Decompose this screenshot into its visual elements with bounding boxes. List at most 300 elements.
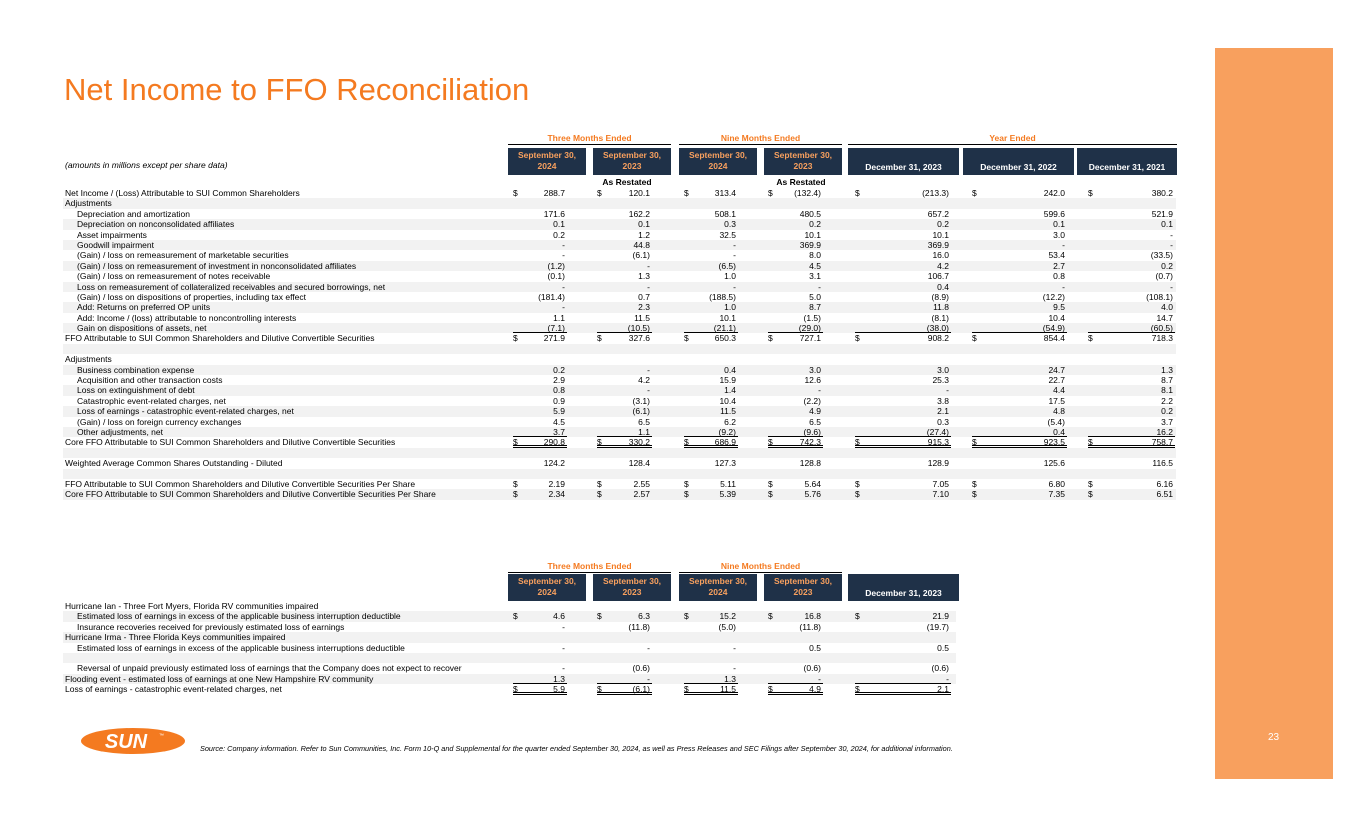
- row-label: Asset impairments: [77, 229, 147, 240]
- currency-symbol: $: [768, 489, 773, 500]
- cell-value: -: [647, 364, 650, 375]
- cell-value: 10.1: [932, 229, 949, 240]
- cell-value: (10.5): [627, 323, 650, 334]
- cell-value: 3.0: [1053, 229, 1065, 240]
- row-label: Add: Income / (loss) attributable to noncontrolling interests: [77, 312, 297, 323]
- currency-symbol: $: [597, 188, 602, 198]
- currency-symbol: $: [1088, 437, 1093, 448]
- cell-value: 0.3: [724, 219, 736, 230]
- cell-value: 7.10: [932, 489, 949, 500]
- table-row: [63, 427, 1176, 437]
- row-label: Estimated loss of earnings in excess of the applicable business interruption deductible: [77, 611, 401, 622]
- cell-value: 3.0: [809, 364, 821, 375]
- cell-value: (6.5): [718, 260, 736, 271]
- cell-value: (0.6): [931, 663, 949, 674]
- column-header-line: 2023: [793, 587, 813, 597]
- cell-value: 854.4: [1043, 333, 1065, 344]
- cell-value: 4.2: [638, 375, 650, 386]
- cell-value: 127.3: [714, 458, 736, 469]
- cell-value: 0.1: [1161, 219, 1173, 230]
- row-label: Hurricane Irma - Three Florida Keys communities impaired: [65, 632, 286, 643]
- row-label: (Gain) / loss on remeasurement of marketable securities: [77, 250, 289, 261]
- row-label: Goodwill impairment: [77, 239, 154, 250]
- cell-value: 3.1: [809, 271, 821, 282]
- currency-symbol: $: [768, 611, 773, 622]
- cell-value: (2.2): [803, 395, 821, 406]
- row-label: Adjustments: [65, 354, 112, 365]
- column-group-label: Three Months Ended: [508, 133, 671, 145]
- cell-value: 11.5: [720, 406, 736, 417]
- cell-value: 380.2: [1151, 188, 1173, 198]
- cell-value: (19.7): [926, 621, 949, 632]
- cell-value: 124.2: [543, 458, 565, 469]
- cell-value: 718.3: [1151, 333, 1173, 344]
- row-label: FFO Attributable to SUI Common Shareholders and Dilutive Convertible Securities: [65, 333, 375, 344]
- currency-symbol: $: [768, 684, 773, 695]
- cell-value: 4.2: [937, 260, 949, 271]
- table-row: [63, 479, 1176, 489]
- cell-value: 727.1: [799, 333, 821, 344]
- row-label: Reversal of unpaid previously estimated loss of earnings that the Company does not expect to recover: [77, 663, 462, 674]
- table-row: [63, 198, 1176, 208]
- cell-value: -: [647, 260, 650, 271]
- currency-symbol: $: [768, 188, 773, 198]
- cell-value: 6.2: [724, 416, 736, 427]
- cell-value: 0.9: [553, 395, 565, 406]
- column-header-line: 2024: [708, 161, 728, 171]
- cell-value: -: [562, 239, 565, 250]
- cell-value: 171.6: [543, 208, 565, 219]
- cell-value: 10.1: [719, 312, 736, 323]
- cell-value: 16.0: [932, 250, 949, 261]
- cell-value: 0.2: [553, 229, 565, 240]
- cell-value: (3.1): [632, 395, 650, 406]
- double-underline: [684, 692, 738, 695]
- cell-value: (9.6): [803, 426, 821, 437]
- cell-value: (12.2): [1042, 291, 1065, 302]
- cell-value: 4.5: [553, 416, 565, 427]
- cell-value: 7.35: [1048, 489, 1065, 500]
- row-label: FFO Attributable to SUI Common Shareholders and Dilutive Convertible Securities Per Share: [65, 478, 416, 489]
- table-row: [63, 622, 956, 632]
- column-header-line: September 30,: [688, 576, 748, 586]
- cell-value: 0.8: [1053, 271, 1065, 282]
- cell-value: 650.3: [714, 333, 736, 344]
- cell-value: (11.8): [628, 621, 650, 632]
- table-row: [63, 674, 956, 684]
- cell-value: 11.5: [634, 312, 650, 323]
- row-label: Acquisition and other transaction costs: [77, 375, 223, 386]
- cell-value: (108.1): [1146, 291, 1173, 302]
- row-label: Hurricane Ian - Three Fort Myers, Florida RV communities impaired: [65, 601, 319, 611]
- cell-value: 0.3: [937, 416, 949, 427]
- table-row: [63, 230, 1176, 240]
- table-row: [63, 653, 956, 663]
- row-label: Business combination expense: [77, 364, 195, 375]
- column-header-line: 2023: [622, 161, 642, 171]
- cell-value: -: [1170, 229, 1173, 240]
- column-header: [508, 574, 586, 601]
- cell-value: 0.5: [809, 642, 821, 653]
- row-label: Core FFO Attributable to SUI Common Shareholders and Dilutive Convertible Securities Per Share: [65, 489, 436, 500]
- logo-wordmark: SUN: [104, 731, 148, 753]
- column-header-line: September 30,: [773, 576, 833, 586]
- table-row: [63, 365, 1176, 375]
- cell-value: -: [733, 642, 736, 653]
- currency-symbol: $: [597, 333, 602, 344]
- row-label: Weighted Average Common Shares Outstanding - Diluted: [65, 458, 283, 469]
- currency-symbol: $: [684, 489, 689, 500]
- cell-value: -: [562, 281, 565, 292]
- table-row: [63, 601, 956, 611]
- column-header-line: September 30,: [602, 576, 662, 586]
- cell-value: 0.2: [937, 219, 949, 230]
- row-label: Loss on extinguishment of debt: [77, 385, 195, 396]
- cell-value: (181.4): [538, 291, 565, 302]
- cell-value: 14.7: [1156, 312, 1173, 323]
- cell-value: 128.8: [799, 458, 821, 469]
- table-row: [63, 406, 1176, 416]
- currency-symbol: $: [768, 437, 773, 448]
- cell-value: -: [818, 385, 821, 396]
- cell-value: 32.5: [719, 229, 736, 240]
- cell-value: 128.4: [628, 458, 650, 469]
- row-label: Adjustments: [65, 198, 112, 209]
- cell-value: 10.4: [719, 395, 736, 406]
- cell-value: 1.0: [724, 302, 736, 313]
- row-label: Net Income / (Loss) Attributable to SUI Common Shareholders: [65, 188, 300, 198]
- currency-symbol: $: [972, 489, 977, 500]
- cell-value: 8.7: [809, 302, 821, 313]
- currency-symbol: $: [684, 684, 689, 695]
- cell-value: 2.7: [1053, 260, 1065, 271]
- cell-value: 508.1: [714, 208, 736, 219]
- cell-value: 6.51: [1156, 489, 1173, 500]
- cell-value: 16.8: [804, 611, 821, 622]
- cell-value: (54.9): [1042, 323, 1065, 334]
- cell-value: 0.2: [1161, 406, 1173, 417]
- cell-value: (5.0): [718, 621, 736, 632]
- column-header: December 31, 2023: [848, 574, 959, 601]
- cell-value: -: [946, 385, 949, 396]
- source-footnote: Source: Company information. Refer to Sun Communities, Inc. Form 10-Q and Supplemental for the quarter ended September 30, 2024, as well as Press Releases and SEC Filings after September 30, 2024, for additional information.: [200, 744, 953, 753]
- cell-value: 369.9: [799, 239, 821, 250]
- cell-value: 2.1: [937, 406, 949, 417]
- cell-value: 0.4: [937, 281, 949, 292]
- sun-logo: [80, 727, 186, 755]
- currency-symbol: $: [855, 478, 860, 489]
- cell-value: 6.3: [638, 611, 650, 622]
- cell-value: 4.9: [809, 684, 821, 695]
- cell-value: 25.3: [932, 375, 949, 386]
- row-label: Other adjustments, net: [77, 426, 163, 437]
- currency-symbol: $: [597, 611, 602, 622]
- cell-value: (60.5): [1150, 323, 1173, 334]
- page-title: Net Income to FFO Reconciliation: [64, 72, 530, 107]
- column-header: [593, 148, 671, 175]
- cell-value: 15.2: [719, 611, 736, 622]
- table-row: [63, 632, 956, 642]
- cell-value: -: [562, 302, 565, 313]
- double-underline: [768, 692, 823, 695]
- cell-value: (0.1): [547, 271, 565, 282]
- column-group-label: Three Months Ended: [508, 561, 671, 573]
- cell-value: 125.6: [1043, 458, 1065, 469]
- table-row: [63, 489, 1176, 499]
- cell-value: 5.39: [719, 489, 736, 500]
- cell-value: 5.11: [720, 478, 736, 489]
- cell-value: 686.9: [714, 437, 736, 448]
- cell-value: 2.9: [553, 375, 565, 386]
- cell-value: 16.2: [1156, 426, 1173, 437]
- cell-value: 4.5: [809, 260, 821, 271]
- cell-value: 162.2: [628, 208, 650, 219]
- cell-value: -: [1062, 281, 1065, 292]
- cell-value: 0.1: [638, 219, 650, 230]
- currency-symbol: $: [768, 478, 773, 489]
- cell-value: 120.1: [628, 188, 650, 198]
- table-row: [63, 219, 1176, 229]
- cell-value: 6.80: [1048, 478, 1065, 489]
- cell-value: 5.9: [553, 406, 565, 417]
- table-row: [63, 271, 1176, 281]
- cell-value: 5.64: [804, 478, 821, 489]
- table-row: [63, 396, 1176, 406]
- cell-value: 1.2: [638, 229, 650, 240]
- cell-value: 327.6: [628, 333, 650, 344]
- page-number: 23: [1268, 732, 1280, 743]
- cell-value: 313.4: [714, 188, 736, 198]
- row-label: (Gain) / loss on dispositions of properties, including tax effect: [77, 291, 306, 302]
- cell-value: 3.7: [553, 426, 565, 437]
- units-note: (amounts in millions except per share data): [65, 160, 228, 170]
- cell-value: 330.2: [628, 437, 650, 448]
- cell-value: (21.1): [713, 323, 736, 334]
- currency-symbol: $: [597, 437, 602, 448]
- table-row: [63, 282, 1176, 292]
- currency-symbol: $: [855, 684, 860, 695]
- cell-value: -: [818, 281, 821, 292]
- table-row: [63, 437, 1176, 447]
- column-header-line: September 30,: [688, 150, 748, 160]
- currency-symbol: $: [855, 489, 860, 500]
- cell-value: 4.6: [553, 611, 565, 622]
- cell-value: (188.5): [709, 291, 736, 302]
- cell-value: 17.5: [1048, 395, 1065, 406]
- cell-value: (1.5): [803, 312, 821, 323]
- cell-value: 0.4: [724, 364, 736, 375]
- column-header: [679, 574, 757, 601]
- double-underline: [855, 692, 951, 695]
- cell-value: -: [647, 385, 650, 396]
- cell-value: -: [562, 250, 565, 261]
- currency-symbol: $: [684, 188, 689, 198]
- cell-value: 8.1: [1161, 385, 1173, 396]
- cell-value: -: [818, 673, 821, 684]
- cell-value: -: [946, 673, 949, 684]
- cell-value: -: [733, 281, 736, 292]
- currency-symbol: $: [972, 478, 977, 489]
- row-label: Estimated loss of earnings in excess of the applicable business interruptions deductible: [77, 642, 405, 653]
- table-row: [63, 663, 956, 673]
- table-row: [63, 354, 1176, 364]
- column-header-line: 2023: [622, 587, 642, 597]
- cell-value: (7.1): [547, 323, 565, 334]
- cell-value: 0.5: [937, 642, 949, 653]
- cell-value: (6.1): [632, 250, 650, 261]
- table-row: [63, 344, 1176, 354]
- cell-value: 1.3: [1161, 364, 1173, 375]
- cell-value: 4.9: [809, 406, 821, 417]
- currency-symbol: $: [513, 333, 518, 344]
- currency-symbol: $: [597, 489, 602, 500]
- cell-value: 1.3: [638, 271, 650, 282]
- currency-symbol: $: [513, 684, 518, 695]
- row-label: Flooding event - estimated loss of earnings at one New Hampshire RV community: [65, 673, 374, 684]
- cell-value: 44.8: [633, 239, 650, 250]
- currency-symbol: $: [1088, 188, 1093, 198]
- cell-value: -: [562, 642, 565, 653]
- cell-value: 10.1: [804, 229, 821, 240]
- column-header: [764, 574, 842, 601]
- cell-value: -: [647, 673, 650, 684]
- cell-value: 0.1: [553, 219, 565, 230]
- currency-symbol: $: [972, 188, 977, 198]
- as-restated-label: As Restated: [602, 177, 652, 187]
- table-row: [63, 188, 1176, 198]
- table-row: [63, 684, 956, 694]
- cell-value: 8.7: [1161, 375, 1173, 386]
- cell-value: 5.0: [809, 291, 821, 302]
- cell-value: 1.3: [724, 673, 736, 684]
- table-row: [63, 302, 1176, 312]
- column-header: [593, 574, 671, 601]
- cell-value: 2.3: [638, 302, 650, 313]
- currency-symbol: $: [855, 437, 860, 448]
- cell-value: (132.4): [794, 188, 821, 198]
- cell-value: 2.1: [937, 684, 949, 695]
- table-row: [63, 643, 956, 653]
- double-underline: [597, 692, 652, 695]
- currency-symbol: $: [684, 437, 689, 448]
- cell-value: (11.8): [799, 621, 821, 632]
- cell-value: 0.1: [1053, 219, 1065, 230]
- cell-value: (6.1): [632, 684, 650, 695]
- cell-value: 2.55: [633, 478, 650, 489]
- table-row: [63, 323, 1176, 333]
- cell-value: (33.5): [1150, 250, 1173, 261]
- row-label: Loss of earnings - catastrophic event-related charges, net: [65, 684, 282, 695]
- currency-symbol: $: [684, 478, 689, 489]
- cell-value: 22.7: [1048, 375, 1065, 386]
- cell-value: 15.9: [719, 375, 736, 386]
- currency-symbol: $: [684, 611, 689, 622]
- currency-symbol: $: [597, 478, 602, 489]
- cell-value: (38.0): [926, 323, 949, 334]
- catastrophic-charges-table: [63, 601, 956, 695]
- cell-value: 0.2: [553, 364, 565, 375]
- currency-symbol: $: [1088, 489, 1093, 500]
- cell-value: 11.5: [720, 684, 736, 695]
- cell-value: 1.1: [553, 312, 565, 323]
- cell-value: (0.6): [803, 663, 821, 674]
- table-row: [63, 611, 956, 621]
- reconciliation-table: [63, 188, 1176, 500]
- cell-value: 6.5: [638, 416, 650, 427]
- cell-value: 10.4: [1048, 312, 1065, 323]
- cell-value: -: [1170, 239, 1173, 250]
- cell-value: -: [733, 250, 736, 261]
- row-label: (Gain) / loss on foreign currency exchanges: [77, 416, 242, 427]
- cell-value: 0.4: [1053, 426, 1065, 437]
- cell-value: 288.7: [543, 188, 565, 198]
- cell-value: 290.8: [543, 437, 565, 448]
- cell-value: -: [1062, 239, 1065, 250]
- currency-symbol: $: [513, 478, 518, 489]
- cell-value: 116.5: [1152, 458, 1173, 469]
- currency-symbol: $: [1088, 333, 1093, 344]
- cell-value: -: [1170, 281, 1173, 292]
- cell-value: 0.2: [1161, 260, 1173, 271]
- cell-value: 3.0: [937, 364, 949, 375]
- table-row: [63, 292, 1176, 302]
- cell-value: 3.8: [937, 395, 949, 406]
- cell-value: 24.7: [1048, 364, 1065, 375]
- cell-value: -: [733, 239, 736, 250]
- cell-value: 521.9: [1151, 208, 1173, 219]
- cell-value: (0.7): [1155, 271, 1173, 282]
- cell-value: 480.5: [799, 208, 821, 219]
- currency-symbol: $: [855, 611, 860, 622]
- table-row: [63, 417, 1176, 427]
- cell-value: 3.7: [1161, 416, 1173, 427]
- currency-symbol: $: [972, 437, 977, 448]
- cell-value: 2.19: [548, 478, 565, 489]
- row-label: Depreciation and amortization: [77, 208, 190, 219]
- column-header: [679, 148, 757, 175]
- column-header-line: September 30,: [773, 150, 833, 160]
- cell-value: 2.57: [633, 489, 650, 500]
- cell-value: 106.7: [927, 271, 949, 282]
- column-group-label: Nine Months Ended: [679, 561, 842, 573]
- table-row: [63, 313, 1176, 323]
- currency-symbol: $: [768, 333, 773, 344]
- cell-value: 4.4: [1053, 385, 1065, 396]
- cell-value: 369.9: [927, 239, 949, 250]
- column-header-line: 2024: [708, 587, 728, 597]
- column-header: [764, 148, 842, 175]
- currency-symbol: $: [513, 489, 518, 500]
- cell-value: 9.5: [1053, 302, 1065, 313]
- cell-value: 657.2: [927, 208, 949, 219]
- cell-value: 5.9: [553, 684, 565, 695]
- currency-symbol: $: [513, 611, 518, 622]
- cell-value: 8.0: [809, 250, 821, 261]
- cell-value: -: [733, 663, 736, 674]
- cell-value: 242.0: [1043, 188, 1065, 198]
- row-label: Loss on remeasurement of collateralized receivables and secured borrowings, net: [77, 281, 386, 292]
- cell-value: 21.9: [932, 611, 949, 622]
- column-header: December 31, 2022: [963, 148, 1074, 175]
- logo-trademark: ™: [159, 733, 164, 739]
- cell-value: 599.6: [1043, 208, 1065, 219]
- cell-value: 53.4: [1048, 250, 1065, 261]
- table-row: [63, 448, 1176, 458]
- column-header-line: September 30,: [517, 150, 577, 160]
- row-label: Depreciation on nonconsolidated affiliates: [77, 219, 235, 230]
- cell-value: 12.6: [804, 375, 821, 386]
- currency-symbol: $: [684, 333, 689, 344]
